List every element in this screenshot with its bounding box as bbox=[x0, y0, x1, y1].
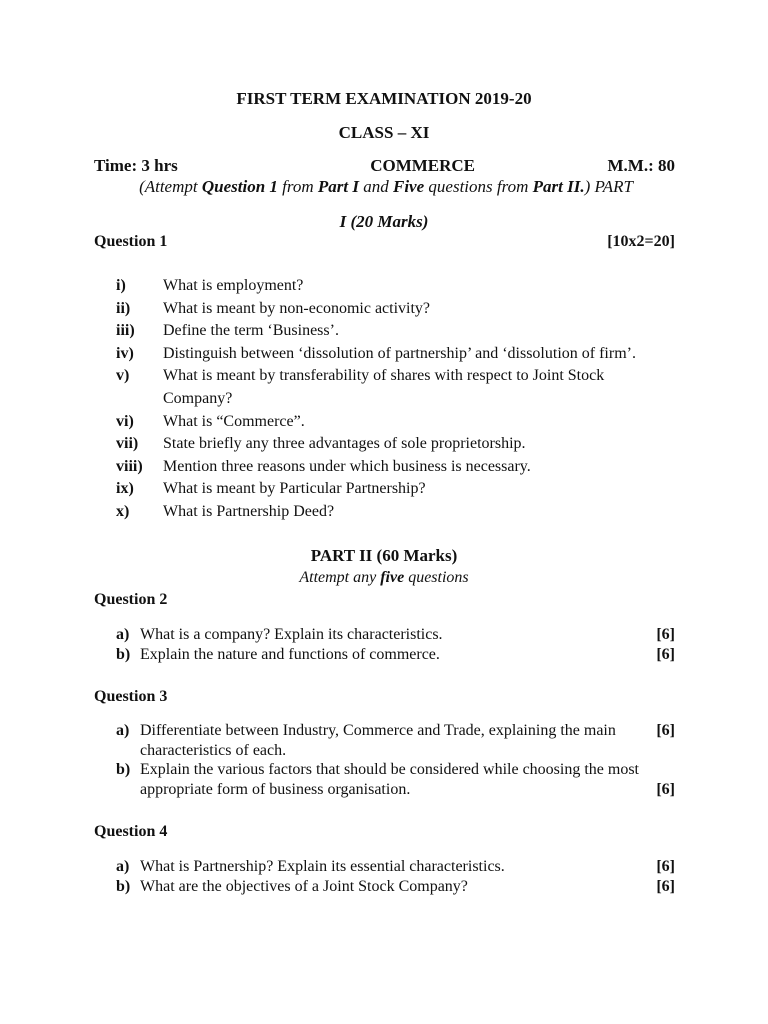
question-2-list bbox=[116, 625, 675, 664]
question-4-header bbox=[94, 822, 675, 843]
item-marks: [6] bbox=[656, 877, 675, 895]
question-3-list bbox=[116, 721, 675, 799]
instr-bold-1: Question 1 bbox=[201, 177, 278, 196]
item-number: ii) bbox=[116, 299, 131, 317]
item-marks: [6] bbox=[656, 626, 675, 643]
item-letter: a) bbox=[116, 626, 130, 643]
list-item bbox=[116, 275, 676, 298]
question-label: Question 2 bbox=[94, 591, 168, 608]
list-item bbox=[116, 625, 675, 645]
item-number: vi) bbox=[116, 412, 134, 430]
list-item bbox=[116, 320, 676, 343]
part-ii-instruction bbox=[0, 568, 768, 589]
item-text: Define the term ‘Business’. bbox=[163, 322, 339, 340]
list-item bbox=[116, 760, 675, 799]
list-item bbox=[116, 645, 675, 665]
item-text: What is meant by non-economic activity? bbox=[163, 299, 431, 317]
question-4-list bbox=[116, 857, 675, 896]
list-item bbox=[116, 877, 675, 897]
attempt-post: questions bbox=[404, 569, 469, 586]
item-number: vii) bbox=[116, 435, 139, 453]
instr-text-2: from bbox=[277, 177, 318, 196]
instr-bold-4: Part II. bbox=[532, 177, 585, 196]
item-text: What is a company? Explain its characteristics. bbox=[140, 626, 443, 643]
item-text: Mention three reasons under which business is necessary. bbox=[163, 457, 531, 475]
item-marks: [6] bbox=[656, 780, 675, 798]
item-text: What is Partnership Deed? bbox=[163, 502, 335, 520]
instr-text-5: ) PART bbox=[584, 177, 633, 196]
item-number: ix) bbox=[116, 480, 134, 498]
item-marks: [6] bbox=[656, 858, 675, 875]
item-text: Differentiate between Industry, Commerce and Trade, explaining the main characteristics of each. bbox=[140, 722, 616, 759]
list-item bbox=[116, 721, 675, 760]
attempt-pre: Attempt any bbox=[299, 569, 381, 586]
item-text: What is meant by transferability of shares with respect to Joint Stock Company? bbox=[163, 367, 605, 407]
item-text: What is Partnership? Explain its essential characteristics. bbox=[140, 858, 505, 875]
question-3-header bbox=[94, 687, 675, 708]
exam-title: FIRST TERM EXAMINATION 2019-20 bbox=[236, 89, 532, 108]
item-number: iii) bbox=[116, 322, 135, 340]
instr-text-1: (Attempt bbox=[139, 177, 202, 196]
instr-bold-3: Five bbox=[393, 177, 425, 196]
question-1-header bbox=[94, 232, 675, 253]
item-text: What is employment? bbox=[163, 277, 304, 294]
item-text: Distinguish between ‘dissolution of partnership’ and ‘dissolution of firm’. bbox=[163, 344, 636, 362]
item-text: What are the objectives of a Joint Stock Company? bbox=[140, 877, 468, 895]
exam-meta-row bbox=[94, 155, 675, 177]
class-label: CLASS – XI bbox=[338, 123, 430, 142]
list-item bbox=[116, 478, 676, 501]
item-text: Explain the various factors that should be considered while choosing the most appropriate form of business organisation. bbox=[140, 761, 639, 798]
item-letter: b) bbox=[116, 645, 131, 663]
question-1-list bbox=[116, 275, 676, 524]
question-label: Question 3 bbox=[94, 688, 168, 705]
item-text: What is meant by Particular Partnership? bbox=[163, 480, 426, 498]
item-letter: a) bbox=[116, 722, 130, 739]
item-number: viii) bbox=[116, 457, 143, 475]
attempt-bold: five bbox=[380, 569, 405, 586]
list-item bbox=[116, 298, 676, 321]
subject-label: COMMERCE bbox=[370, 156, 476, 175]
max-marks-label: M.M.: 80 bbox=[607, 156, 675, 175]
list-item bbox=[116, 501, 676, 524]
item-number: x) bbox=[116, 502, 130, 520]
item-number: iv) bbox=[116, 344, 134, 362]
item-text: Explain the nature and functions of commerce. bbox=[140, 645, 440, 663]
question-marks: [10x2=20] bbox=[607, 233, 675, 250]
part-i-heading: I (20 Marks) bbox=[339, 212, 429, 231]
item-text: State briefly any three advantages of sole proprietorship. bbox=[163, 435, 526, 453]
list-item bbox=[116, 411, 676, 434]
question-label: Question 4 bbox=[94, 823, 168, 840]
item-number: i) bbox=[116, 277, 126, 294]
list-item bbox=[116, 456, 676, 479]
instr-bold-2: Part I bbox=[317, 177, 359, 196]
item-letter: b) bbox=[116, 761, 131, 778]
time-label: Time: 3 hrs bbox=[94, 156, 178, 175]
instr-text-3: and bbox=[359, 177, 393, 196]
list-item bbox=[116, 857, 675, 877]
item-letter: b) bbox=[116, 877, 131, 895]
instructions bbox=[86, 176, 686, 198]
item-number: v) bbox=[116, 367, 130, 385]
list-item bbox=[116, 365, 676, 410]
list-item bbox=[116, 433, 676, 456]
item-letter: a) bbox=[116, 858, 130, 875]
question-2-header bbox=[94, 590, 675, 611]
part-ii-heading: PART II (60 Marks) bbox=[310, 546, 458, 565]
instr-text-4: questions from bbox=[424, 177, 533, 196]
item-marks: [6] bbox=[656, 645, 675, 663]
item-marks: [6] bbox=[656, 722, 675, 739]
list-item bbox=[116, 343, 676, 366]
item-text: What is “Commerce”. bbox=[163, 412, 305, 430]
question-label: Question 1 bbox=[94, 233, 168, 250]
